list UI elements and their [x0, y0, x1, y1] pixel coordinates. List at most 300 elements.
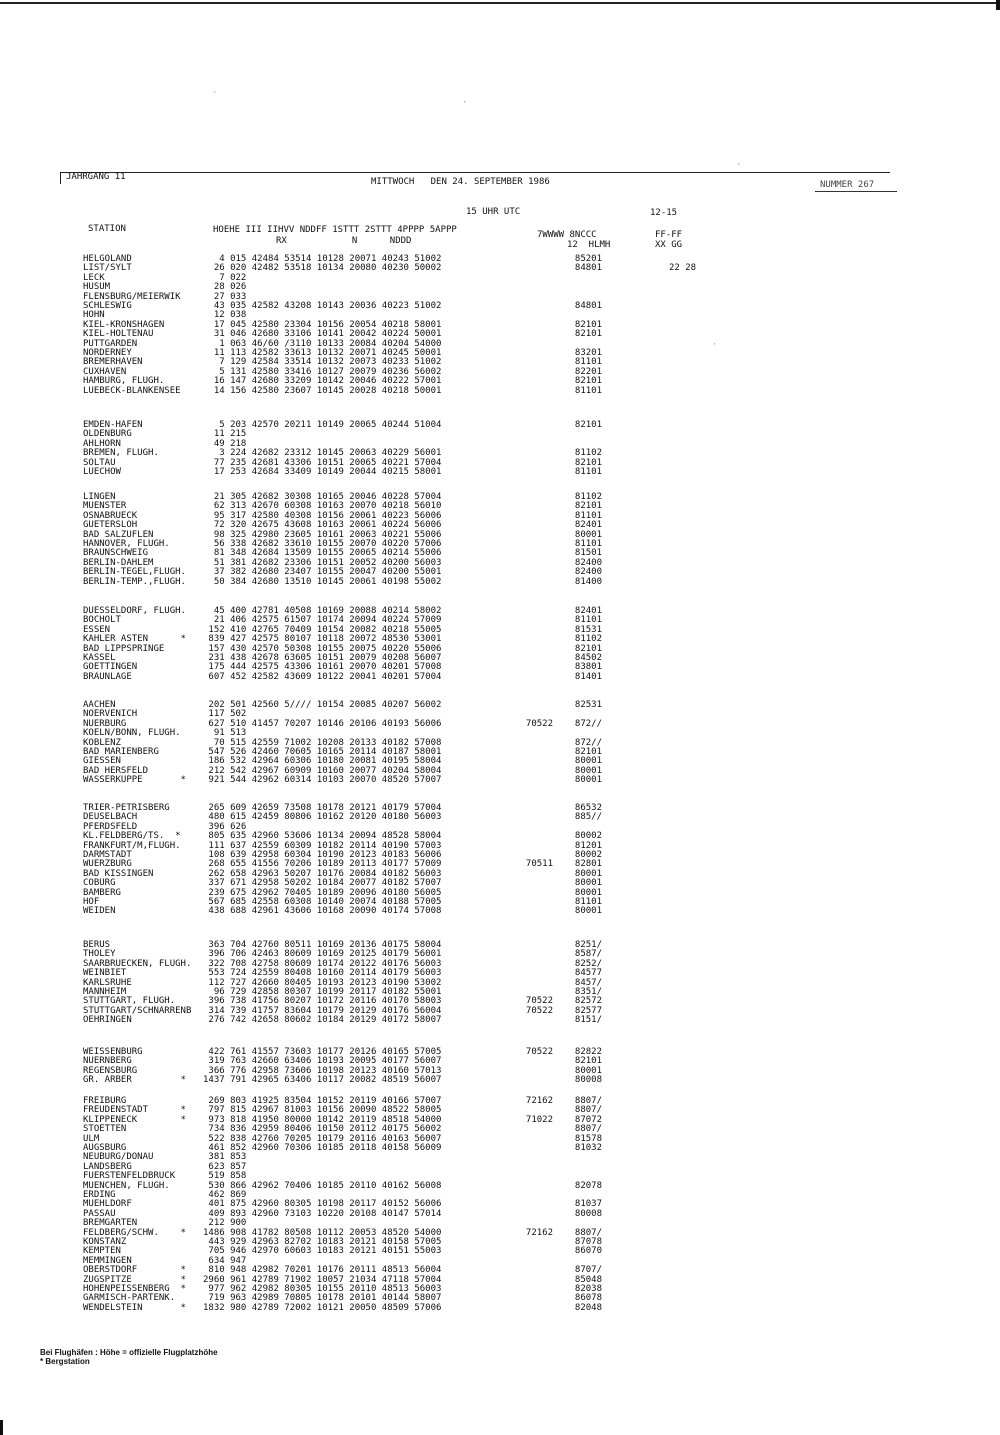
synop-code-groups: 21 406 42575 61507 10174 20094 40224 57009: [203, 615, 442, 626]
station-name: LINGEN: [83, 492, 116, 502]
synop-code-groups: 607 452 42582 43609 10122 20041 40201 57004: [203, 671, 442, 682]
synop-code-groups: 1832 980 42789 72002 10121 20050 48509 57006: [203, 1302, 442, 1313]
cloud-group: 85201: [574, 254, 602, 264]
cloud-group: 81101: [574, 615, 602, 626]
cloud-group: 872//: [574, 737, 602, 748]
station-row: [0, 1075, 1000, 1085]
weather-group: 72162: [525, 1096, 553, 1106]
cloud-group: 81201: [574, 840, 602, 851]
station-name: HUSUM: [83, 282, 111, 293]
cloud-group: 82801: [574, 859, 602, 870]
station-name: BOCHOLT: [83, 615, 121, 626]
cloud-group: 80001: [574, 878, 602, 889]
station-name: LIST/SYLT: [83, 263, 132, 274]
station-row: [0, 906, 1000, 916]
synop-code-groups: 276 742 42658 80602 10184 20129 40172 58007: [203, 1015, 442, 1026]
synop-code-groups: 12 038: [203, 310, 247, 321]
cloud-group: 82400: [574, 557, 602, 568]
station-name: WUERZBURG: [83, 859, 132, 870]
station-name: WASSERKUPPE *: [83, 775, 186, 786]
synop-code-groups: 49 218: [203, 438, 247, 449]
cloud-group: 82531: [574, 700, 602, 710]
synop-code-groups: 734 836 42959 80406 10150 20112 40175 56002: [203, 1124, 442, 1135]
issue-number: NUMMER 267: [820, 180, 875, 190]
cloud-group: 8807/: [574, 1227, 602, 1238]
cloud-group: 80001: [574, 529, 602, 540]
synop-code-groups: 322 708 42758 80609 10174 20122 40176 56003: [203, 958, 442, 969]
synop-code-groups: 5 203 42570 20211 10149 20065 40244 51004: [203, 420, 442, 430]
column-header-weather: 7WWWW 8NCCC: [537, 230, 597, 240]
station-name: WEIDEN: [83, 906, 116, 917]
cloud-group: 82038: [574, 1284, 602, 1294]
cloud-group: 8351/: [574, 987, 602, 997]
station-name: HELGOLAND: [83, 254, 132, 264]
cloud-group: 8807/: [574, 1124, 602, 1135]
synop-code-groups: 152 410 42765 70409 10154 20082 40218 55005: [203, 624, 442, 635]
synop-code-groups: 95 317 42580 40308 10156 20061 40223 56006: [203, 510, 442, 521]
cloud-group: 8252/: [574, 958, 602, 969]
cloud-group: 81501: [574, 548, 602, 559]
station-name: WENDELSTEIN *: [83, 1302, 186, 1313]
station-name: OSNABRUECK: [83, 510, 138, 521]
scan-speck: ·: [736, 160, 742, 170]
synop-code-groups: 117 502: [203, 709, 247, 720]
station-name: MUEHLDORF: [83, 1199, 132, 1210]
station-name: KIEL-HOLTENAU: [83, 329, 154, 340]
synop-code-groups: 797 815 42967 81003 10156 20090 48522 58005: [203, 1105, 442, 1116]
synop-code-groups: 111 637 42559 60309 10182 20114 40190 57003: [203, 840, 442, 851]
synop-code-groups: 461 852 42960 70306 10185 20118 40158 56009: [203, 1143, 442, 1153]
cloud-group: 8251/: [574, 940, 602, 950]
station-name: BAD KISSINGEN: [83, 868, 154, 879]
station-name: SOLTAU: [83, 457, 116, 468]
station-name: ERDING: [83, 1190, 116, 1200]
station-name: KAHLER ASTEN *: [83, 634, 186, 645]
synop-code-groups: 805 635 42960 53606 10134 20094 48528 58004: [203, 831, 442, 842]
synop-code-groups: 31 046 42680 33106 10141 20042 40224 50001: [203, 329, 442, 340]
station-name: WEISSENBURG: [83, 1047, 143, 1057]
synop-code-groups: 11 113 42582 33613 10132 20071 40245 50001: [203, 348, 442, 358]
synop-code-groups: 14 156 42580 23607 10145 20028 40218 50001: [203, 385, 442, 396]
weather-group: 70522: [525, 1005, 553, 1016]
station-name: OEHRINGEN: [83, 1015, 132, 1026]
station-name: BAD LIPPSPRINGE: [83, 643, 165, 654]
station-name: BAD SALZUFLEN: [83, 529, 154, 540]
cloud-group: 82101: [574, 1056, 602, 1067]
cloud-group: 81102: [574, 634, 602, 645]
synop-code-groups: 175 444 42575 43306 10161 20070 40201 57008: [203, 662, 442, 673]
cloud-group: 81101: [574, 539, 602, 549]
synop-code-groups: 265 609 42659 73508 10178 20121 40179 57004: [203, 803, 442, 813]
station-name: LUECHOW: [83, 467, 121, 477]
synop-code-groups: 5 131 42580 33416 10127 20079 40236 56002: [203, 366, 442, 377]
cloud-group: 86078: [574, 1293, 602, 1304]
station-row: [0, 386, 1000, 396]
station-name: KONSTANZ: [83, 1237, 127, 1247]
weather-group: 70522: [525, 718, 553, 729]
cloud-group: 82401: [574, 606, 602, 616]
cloud-group: 80001: [574, 887, 602, 898]
synop-code-groups: 422 761 41557 73603 10177 20126 40165 57005: [203, 1047, 442, 1057]
synop-code-groups: 81 348 42684 13509 10155 20065 40214 55006: [203, 548, 442, 559]
weather-group: 70522: [525, 996, 553, 1007]
station-row: [0, 672, 1000, 682]
synop-code-groups: 553 724 42559 80408 10160 20114 40179 56003: [203, 968, 442, 979]
station-name: GOETTINGEN: [83, 662, 138, 673]
synop-code-groups: 212 900: [203, 1218, 247, 1229]
station-name: GIESSEN: [83, 756, 121, 767]
footnote-airports: Bei Flughäfen : Höhe = offizielle Flugplatzhöhe: [40, 1348, 218, 1357]
synop-code-groups: 51 381 42682 23306 10151 20052 40200 56003: [203, 557, 442, 568]
synop-code-groups: 21 305 42682 30308 10165 20046 40228 57004: [203, 492, 442, 502]
station-name: ZUGSPITZE *: [83, 1274, 186, 1285]
synop-code-groups: 186 532 42964 60306 10180 20081 40195 58004: [203, 756, 442, 767]
station-name: BERLIN-DAHLEM: [83, 557, 154, 568]
synop-code-groups: 363 704 42760 80511 10169 20136 40175 58004: [203, 940, 442, 950]
cloud-group: 82401: [574, 520, 602, 531]
synop-code-groups: 973 818 41950 80000 10142 20119 48518 54000: [203, 1114, 442, 1125]
column-header-gust-2: XX GG: [655, 240, 683, 250]
column-header-station: STATION: [88, 224, 126, 234]
cloud-group: 81101: [574, 385, 602, 396]
cloud-group: 80001: [574, 1065, 602, 1076]
station-name: BAD MARIENBERG: [83, 747, 159, 757]
cloud-group: 8151/: [574, 1015, 602, 1026]
synop-code-groups: 480 615 42459 80806 10162 20120 40180 56003: [203, 812, 442, 823]
gust-group: 22 28: [669, 263, 697, 274]
synop-code-groups: 91 513: [203, 728, 247, 739]
synop-code-groups: 269 803 41925 83504 10152 20119 40166 57007: [203, 1096, 442, 1106]
synop-code-groups: 438 688 42961 43606 10168 20090 40174 57008: [203, 906, 442, 917]
synop-code-groups: 72 320 42675 43608 10163 20061 40224 56006: [203, 520, 442, 531]
scan-speck: ·: [712, 340, 718, 350]
synop-code-groups: 268 655 41556 70206 10189 20113 40177 57009: [203, 859, 442, 870]
synop-code-groups: 1 063 46/60 /3110 10133 20084 40204 54000: [203, 338, 442, 349]
cloud-group: 86532: [574, 803, 602, 813]
synop-code-groups: 627 510 41457 70207 10146 20106 40193 56006: [203, 718, 442, 729]
synop-code-groups: 28 026: [203, 282, 247, 293]
station-name: COBURG: [83, 878, 116, 889]
cloud-group: 81037: [574, 1199, 602, 1210]
cloud-group: 84801: [574, 301, 602, 311]
station-name: HOHENPEISSENBERG *: [83, 1284, 186, 1294]
cloud-group: 82101: [574, 329, 602, 340]
synop-code-groups: 17 253 42684 33409 10149 20044 40215 58001: [203, 467, 442, 477]
cloud-group: 8587/: [574, 949, 602, 960]
station-row: [0, 467, 1000, 477]
station-name: HAMBURG, FLUGH.: [83, 376, 165, 387]
synop-code-groups: 239 675 42962 70405 10189 20096 40180 56005: [203, 887, 442, 898]
synop-code-groups: 634 947: [203, 1255, 247, 1266]
weather-group: 70522: [525, 1047, 553, 1057]
station-name: NEUBURG/DONAU: [83, 1152, 154, 1163]
synop-code-groups: 4 015 42484 53514 10128 20071 40243 51002: [203, 254, 442, 264]
station-name: KOBLENZ: [83, 737, 121, 748]
synop-code-groups: 396 738 41756 80207 10172 20116 40170 58003: [203, 996, 442, 1007]
station-name: PASSAU: [83, 1208, 116, 1219]
cloud-group: 80001: [574, 906, 602, 917]
synop-code-groups: 7 129 42584 33514 10132 20073 40233 51002: [203, 357, 442, 368]
station-name: AUGSBURG: [83, 1143, 127, 1153]
column-header-gust: FF-FF: [655, 230, 683, 240]
station-name: BRAUNSCHWEIG: [83, 548, 149, 559]
station-name: FRANKFURT/M,FLUGH.: [83, 840, 181, 851]
station-name: MUENSTER: [83, 501, 127, 512]
synop-code-groups: 1437 791 42965 63406 10117 20082 48519 56007: [203, 1075, 442, 1086]
synop-code-groups: 43 035 42582 43208 10143 20036 40223 51002: [203, 301, 442, 311]
station-name: AACHEN: [83, 700, 116, 710]
station-name: BAD HERSFELD: [83, 765, 149, 776]
station-name: LUEBECK-BLANKENSEE: [83, 385, 181, 396]
synop-code-groups: 37 382 42680 23407 10155 20047 40200 55001: [203, 567, 442, 578]
issue-date: MITTWOCH DEN 24. SEPTEMBER 1986: [371, 177, 550, 187]
station-name: CUXHAVEN: [83, 366, 127, 377]
column-header-cloud: 12 HLMH: [567, 240, 611, 250]
station-name: DARMSTADT: [83, 850, 132, 860]
synop-code-groups: 519 858: [203, 1171, 247, 1182]
cloud-group: 81401: [574, 671, 602, 682]
top-border: [0, 2, 1000, 4]
cloud-group: 872//: [574, 718, 602, 729]
synop-code-groups: 62 313 42670 60308 10163 20070 40218 56010: [203, 501, 442, 512]
cloud-group: 8707/: [574, 1265, 602, 1276]
cloud-group: 82078: [574, 1180, 602, 1191]
synop-code-groups: 839 427 42575 80107 10118 20072 48530 53001: [203, 634, 442, 645]
cloud-group: 83801: [574, 662, 602, 673]
synop-code-groups: 623 857: [203, 1161, 247, 1172]
station-name: PUTTGARDEN: [83, 338, 138, 349]
station-name: BERLIN-TEMP.,FLUGH.: [83, 576, 186, 587]
station-name: MANNHEIM: [83, 987, 127, 997]
station-name: MUENCHEN, FLUGH.: [83, 1180, 170, 1191]
synop-code-groups: 11 215: [203, 429, 247, 440]
synop-code-groups: 319 763 42660 63406 10193 20095 40177 56007: [203, 1056, 442, 1067]
synop-code-groups: 443 929 42963 82702 10183 20121 40158 57005: [203, 1237, 442, 1247]
synop-code-groups: 705 946 42970 60603 10183 20121 40151 55003: [203, 1246, 442, 1257]
weather-group: 71022: [525, 1114, 553, 1125]
synop-code-groups: 7 022: [203, 272, 247, 283]
station-name: SCHLESWIG: [83, 301, 132, 311]
cloud-group: 82101: [574, 319, 602, 330]
synop-code-groups: 2960 961 42789 71902 10057 21034 47118 57004: [203, 1274, 442, 1285]
scan-speck: ·: [462, 98, 468, 108]
header-rule: [60, 172, 890, 173]
station-name: KOELN/BONN, FLUGH.: [83, 728, 181, 739]
station-name: LANDSBERG: [83, 1161, 132, 1172]
station-name: FLENSBURG/MEIERWIK: [83, 291, 181, 302]
synop-code-groups: 262 658 42963 50207 10176 20084 40182 56003: [203, 868, 442, 879]
synop-code-groups: 409 893 42960 73103 10220 20108 40147 57014: [203, 1208, 442, 1219]
cloud-group: 80008: [574, 1075, 602, 1086]
weather-group: 72162: [525, 1227, 553, 1238]
cloud-group: 81102: [574, 492, 602, 502]
synop-code-groups: 70 515 42559 71002 10208 20133 40182 57008: [203, 737, 442, 748]
column-header-codes-2: RX N NDDD: [276, 236, 412, 246]
cloud-group: 82101: [574, 420, 602, 430]
station-name: KASSEL: [83, 653, 116, 663]
station-name: BREMEN, FLUGH.: [83, 448, 159, 459]
cloud-group: 80002: [574, 831, 602, 842]
cloud-group: 86070: [574, 1246, 602, 1257]
station-name: EMDEN-HAFEN: [83, 420, 143, 430]
station-name: ESSEN: [83, 624, 111, 635]
cloud-group: 80002: [574, 850, 602, 860]
cloud-group: 80001: [574, 775, 602, 786]
cloud-group: 87078: [574, 1237, 602, 1247]
cloud-group: 81032: [574, 1143, 602, 1153]
station-name: NUERNBERG: [83, 1056, 132, 1067]
station-name: BREMERHAVEN: [83, 357, 143, 368]
synop-code-groups: 16 147 42680 33209 10142 20046 40222 57001: [203, 376, 442, 387]
synop-code-groups: 567 685 42558 60308 10140 20074 40188 57005: [203, 897, 442, 907]
synop-code-groups: 98 325 42980 23605 10161 20063 40221 55006: [203, 529, 442, 540]
cloud-group: 80001: [574, 756, 602, 767]
station-name: STOETTEN: [83, 1124, 127, 1135]
synop-code-groups: 810 948 42982 70201 10176 20111 48513 56004: [203, 1265, 442, 1276]
station-name: WEINBIET: [83, 968, 127, 979]
cloud-group: 8807/: [574, 1096, 602, 1106]
station-name: KEMPTEN: [83, 1246, 121, 1257]
cloud-group: 81531: [574, 624, 602, 635]
station-name: BAMBERG: [83, 887, 121, 898]
station-name: HOF: [83, 897, 100, 907]
synop-code-groups: 17 045 42580 23304 10156 20054 40218 58001: [203, 319, 442, 330]
station-name: HANNOVER, FLUGH.: [83, 539, 170, 549]
station-name: AHLHORN: [83, 438, 121, 449]
station-name: BERLIN-TEGEL,FLUGH.: [83, 567, 186, 578]
station-name: GR. ARBER *: [83, 1075, 186, 1086]
station-name: STUTTGART/SCHNARRENB: [83, 1005, 192, 1016]
synop-code-groups: 108 639 42958 60304 10190 20123 40183 56006: [203, 850, 442, 860]
gust-period: 12-15: [650, 208, 678, 218]
synop-code-groups: 45 400 42781 40508 10169 20088 40214 58002: [203, 606, 442, 616]
synop-code-groups: 337 671 42958 50202 10184 20077 40182 57007: [203, 878, 442, 889]
synop-code-groups: 202 501 42560 5//// 10154 20085 40207 56002: [203, 700, 442, 710]
station-name: NORDERNEY: [83, 348, 132, 358]
cloud-group: 82101: [574, 457, 602, 468]
footnote-mountain: * Bergstation: [40, 1357, 90, 1366]
cloud-group: 81101: [574, 467, 602, 477]
station-name: FUERSTENFELDBRUCK: [83, 1171, 176, 1182]
station-name: LECK: [83, 272, 105, 283]
weather-group: 70511: [525, 859, 553, 870]
synop-code-groups: 977 962 42982 80305 10155 20110 48513 56003: [203, 1284, 442, 1294]
column-header-codes: HOEHE III IIHVV NDDFF 1STTT 2STTT 4PPPP 5APPP: [213, 225, 457, 235]
synop-code-groups: 381 853: [203, 1152, 247, 1163]
station-name: HOHN: [83, 310, 105, 321]
station-name: NOERVENICH: [83, 709, 138, 720]
synop-code-groups: 314 739 41757 83604 10179 20129 40176 56004: [203, 1005, 442, 1016]
cloud-group: 82400: [574, 567, 602, 578]
synop-code-groups: 530 866 42962 70406 10185 20110 40162 56008: [203, 1180, 442, 1191]
cloud-group: 82101: [574, 747, 602, 757]
cloud-group: 80001: [574, 868, 602, 879]
cloud-group: 82577: [574, 1005, 602, 1016]
station-name: SAARBRUECKEN, FLUGH.: [83, 958, 192, 969]
cloud-group: 81578: [574, 1133, 602, 1144]
cloud-group: 8807/: [574, 1105, 602, 1116]
station-name: MEMMINGEN: [83, 1255, 132, 1266]
synop-code-groups: 50 384 42680 13510 10145 20061 40198 55002: [203, 576, 442, 587]
station-name: TRIER-PETRISBERG: [83, 803, 170, 813]
station-name: BERUS: [83, 940, 111, 950]
cloud-group: 885//: [574, 812, 602, 823]
station-name: REGENSBURG: [83, 1065, 138, 1076]
cloud-group: 80001: [574, 765, 602, 776]
cloud-group: 81400: [574, 576, 602, 587]
synop-code-groups: 719 963 42989 70805 10178 20101 40144 58007: [203, 1293, 442, 1304]
station-name: KARLSRUHE: [83, 977, 132, 988]
synop-code-groups: 396 626: [203, 821, 247, 832]
synop-code-groups: 3 224 42682 23312 10145 20063 40229 56001: [203, 448, 442, 459]
station-name: FELDBERG/SCHW. *: [83, 1227, 186, 1238]
synop-code-groups: 366 776 42958 73606 10198 20123 40160 57013: [203, 1065, 442, 1076]
cloud-group: 81101: [574, 897, 602, 907]
cloud-group: 82101: [574, 643, 602, 654]
station-name: BRAUNLAGE: [83, 671, 132, 682]
synop-code-groups: 1486 908 41782 80508 10112 20053 48520 54000: [203, 1227, 442, 1238]
margin-mark: [0, 1420, 3, 1435]
station-name: DEUSELBACH: [83, 812, 138, 823]
synop-code-groups: 77 235 42681 43306 10151 20065 40221 57004: [203, 457, 442, 468]
observation-time: 15 UHR UTC: [466, 207, 521, 217]
station-name: THOLEY: [83, 949, 116, 960]
station-name: STUTTGART, FLUGH.: [83, 996, 176, 1007]
scan-speck: ·: [212, 88, 218, 98]
synop-code-groups: 401 875 42960 80305 10198 20117 40152 56006: [203, 1199, 442, 1210]
cloud-group: 84801: [574, 263, 602, 274]
header-rule-tick: [60, 172, 61, 184]
synop-code-groups: 522 838 42760 70205 10179 20116 40163 56007: [203, 1133, 442, 1144]
station-name: NUERBURG: [83, 718, 127, 729]
station-name: KL.FELDBERG/TS. *: [83, 831, 181, 842]
station-name: KIEL-KRONSHAGEN: [83, 319, 165, 330]
station-row: [0, 1015, 1000, 1025]
synop-code-groups: 396 706 42463 80609 10169 20125 40179 56001: [203, 949, 442, 960]
cloud-group: 87072: [574, 1114, 602, 1125]
station-name: ULM: [83, 1133, 100, 1144]
synop-code-groups: 921 544 42962 60314 10103 20070 48520 57007: [203, 775, 442, 786]
synop-code-groups: 231 438 42678 63605 10151 20079 40208 56007: [203, 653, 442, 663]
station-name: GARMISCH-PARTENK.: [83, 1293, 176, 1304]
cloud-group: 82048: [574, 1302, 602, 1313]
synop-code-groups: 96 729 42858 80307 10199 20117 40182 55001: [203, 987, 442, 997]
cloud-group: 84577: [574, 968, 602, 979]
cloud-group: 82101: [574, 501, 602, 512]
station-name: OLDENBURG: [83, 429, 132, 440]
station-name: BREMGARTEN: [83, 1218, 138, 1229]
cloud-group: 81102: [574, 448, 602, 459]
synop-code-groups: 212 542 42967 60909 10160 20077 40204 58004: [203, 765, 442, 776]
cloud-group: 81101: [574, 357, 602, 368]
cloud-group: 85048: [574, 1274, 602, 1285]
synop-code-groups: 26 020 42482 53518 10134 20080 40230 50002: [203, 263, 442, 274]
station-row: [0, 577, 1000, 587]
station-name: FREUDENSTADT *: [83, 1105, 186, 1116]
station-name: FREIBURG: [83, 1096, 127, 1106]
cloud-group: 84502: [574, 653, 602, 663]
cloud-group: 80008: [574, 1208, 602, 1219]
cloud-group: 8457/: [574, 977, 602, 988]
cloud-group: 82101: [574, 376, 602, 387]
station-name: DUESSELDORF, FLUGH.: [83, 606, 186, 616]
station-row: [0, 775, 1000, 785]
synop-code-groups: 547 526 42460 70605 10165 20114 40187 58001: [203, 747, 442, 757]
station-name: OBERSTDORF *: [83, 1265, 186, 1276]
volume-label: JAHRGANG 11: [66, 172, 126, 182]
cloud-group: 82822: [574, 1047, 602, 1057]
cloud-group: 81101: [574, 510, 602, 521]
